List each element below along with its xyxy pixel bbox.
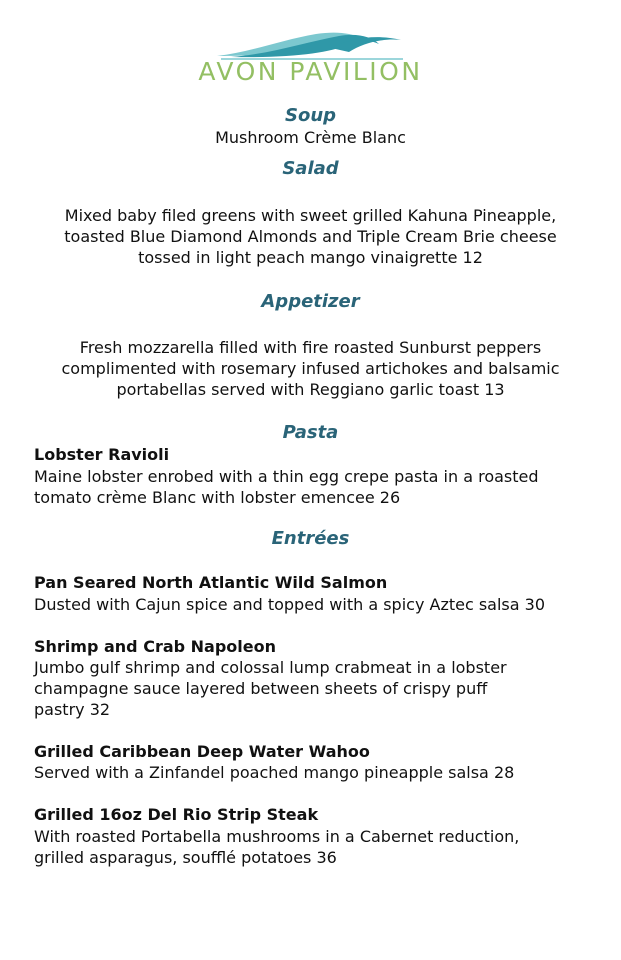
- lobster-ravioli-desc-line-2: tomato crème Blanc with lobster emencee 26: [34, 488, 401, 507]
- brand-logo: [0, 26, 621, 86]
- salad-heading: Salad: [282, 158, 339, 179]
- soup-heading: Soup: [284, 105, 337, 126]
- appetizer-description-line-2: complimented with rosemary infused artichokes and balsamic: [61, 359, 560, 378]
- napoleon-name: Shrimp and Crab Napoleon: [34, 637, 276, 656]
- strip-steak-name: Grilled 16oz Del Rio Strip Steak: [34, 805, 319, 824]
- strip-steak-desc-line-2: grilled asparagus, soufflé potatoes 36: [34, 848, 337, 867]
- salmon-name: Pan Seared North Atlantic Wild Salmon: [34, 573, 388, 592]
- wahoo-desc-line-1: Served with a Zinfandel poached mango pineapple salsa 28: [34, 763, 515, 782]
- appetizer-description-line-3: portabellas served with Reggiano garlic toast 13: [116, 380, 505, 399]
- napoleon-desc-line-3: pastry 32: [34, 700, 111, 719]
- appetizer-description-line-1: Fresh mozzarella filled with fire roasted Sunburst peppers: [79, 338, 542, 357]
- lobster-ravioli-name: Lobster Ravioli: [34, 445, 170, 464]
- salad-description-line-1: Mixed baby filed greens with sweet grilled Kahuna Pineapple,: [64, 206, 557, 225]
- salad-description-line-3: tossed in light peach mango vinaigrette 12: [138, 248, 483, 267]
- entrees-heading: Entrées: [271, 528, 350, 549]
- brand-name: AVON PAVILION: [198, 57, 423, 86]
- salmon-desc-line-1: Dusted with Cajun spice and topped with a spicy Aztec salsa 30: [34, 595, 546, 614]
- appetizer-heading: Appetizer: [261, 291, 360, 312]
- salad-description-line-2: toasted Blue Diamond Almonds and Triple Cream Brie cheese: [64, 227, 557, 246]
- lobster-ravioli-desc-line-1: Maine lobster enrobed with a thin egg crepe pasta in a roasted: [34, 467, 539, 486]
- napoleon-desc-line-1: Jumbo gulf shrimp and colossal lump crabmeat in a lobster: [34, 658, 507, 677]
- napoleon-desc-line-2: champagne sauce layered between sheets of crispy puff: [34, 679, 488, 698]
- strip-steak-desc-line-1: With roasted Portabella mushrooms in a Cabernet reduction,: [34, 827, 520, 846]
- soup-description: Mushroom Crème Blanc: [215, 128, 406, 147]
- pasta-heading: Pasta: [282, 422, 339, 443]
- wave-icon: [211, 26, 411, 60]
- wahoo-name: Grilled Caribbean Deep Water Wahoo: [34, 742, 370, 761]
